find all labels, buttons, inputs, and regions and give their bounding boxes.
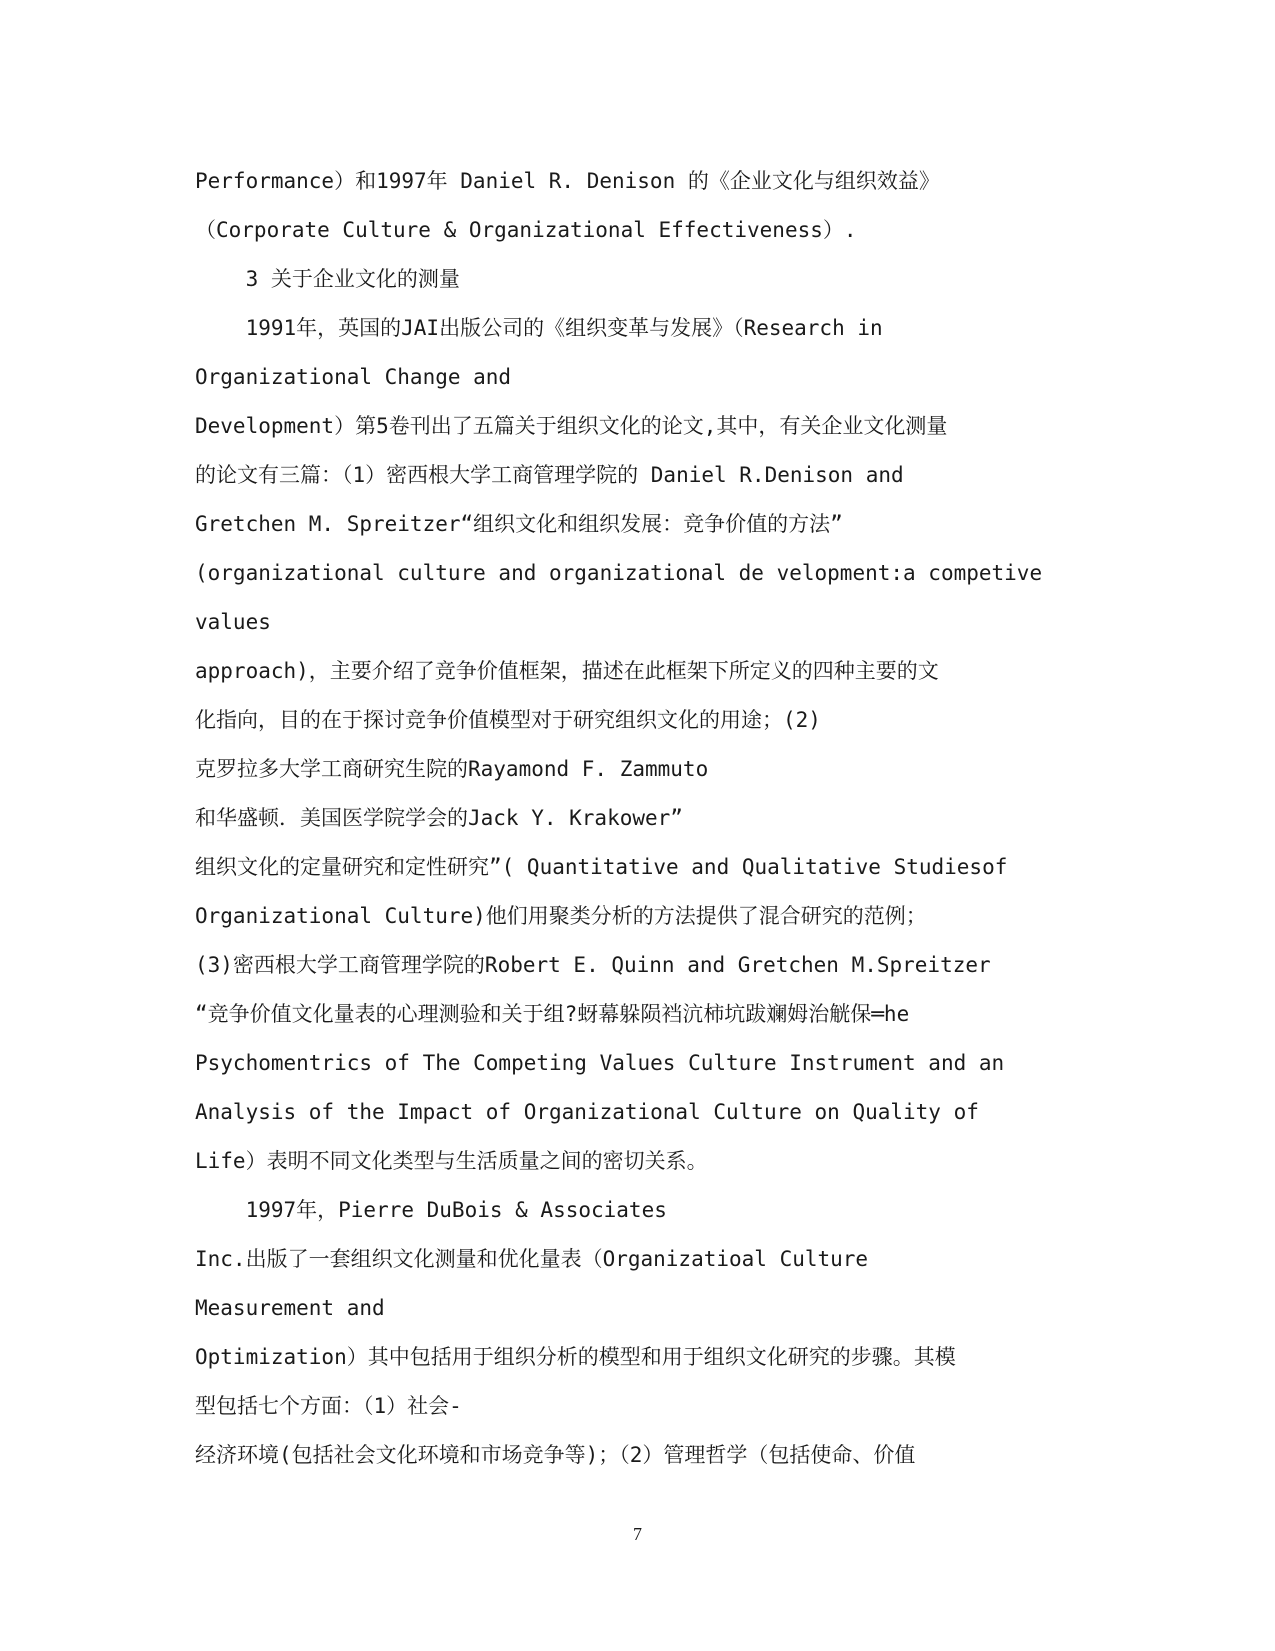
text-line: Psychomentrics of The Competing Values Culture Instrument and an: [195, 1051, 1005, 1075]
text-line: 1991年，英国的JAI出版公司的《组织变革与发展》（Research in: [195, 316, 883, 340]
text-line: 克罗拉多大学工商研究生院的Rayamond F. Zammuto: [195, 757, 709, 781]
text-line: 经济环境(包括社会文化环境和市场竞争等)；（2）管理哲学（包括使命、价值: [195, 1443, 916, 1467]
text-line: Organizational Change and: [195, 365, 512, 389]
text-line: (organizational culture and organizational de velopment:a competive: [195, 561, 1043, 585]
text-line: 和华盛顿．美国医学院学会的Jack Y. Krakower”: [195, 806, 683, 830]
text-line: Life）表明不同文化类型与生活质量之间的密切关系。: [195, 1149, 708, 1173]
text-line: Development）第5卷刊出了五篇关于组织文化的论文,其中，有关企业文化测量: [195, 414, 948, 438]
text-line: Optimization）其中包括用于组织分析的模型和用于组织文化研究的步骤。其模: [195, 1345, 956, 1369]
text-line: 1997年，Pierre DuBois & Associates: [195, 1198, 667, 1222]
text-line: 的论文有三篇：（1）密西根大学工商管理学院的 Daniel R.Denison and: [195, 463, 904, 487]
section-heading: 3 关于企业文化的测量: [195, 267, 460, 291]
text-line: Analysis of the Impact of Organizational Culture on Quality of: [195, 1100, 979, 1124]
body-text: [195, 157, 1095, 1480]
text-line: values: [195, 610, 271, 634]
text-line: 化指向，目的在于探讨竞争价值模型对于研究组织文化的用途；(2): [195, 708, 821, 732]
text-line: Inc.出版了一套组织文化测量和优化量表（Organizatioal Culture: [195, 1247, 869, 1271]
text-line: approach)，主要介绍了竞争价值框架，描述在此框架下所定义的四种主要的文: [195, 659, 939, 683]
text-line: （Corporate Culture & Organizational Effectiveness）.: [195, 218, 857, 242]
text-line: “竞争价值文化量表的心理测验和关于组?蚜幕躲陨裆沆柿坑跋斓姆治觥保═he: [195, 1002, 910, 1026]
text-line: Performance）和1997年 Daniel R. Denison 的《企业文化与组织效益》: [195, 169, 940, 193]
text-line: Measurement and: [195, 1296, 385, 1320]
text-line: 型包括七个方面：（1）社会-: [195, 1394, 462, 1418]
page-number: 7: [633, 1524, 642, 1544]
text-line: Gretchen M. Spreitzer“组织文化和组织发展：竞争价值的方法”: [195, 512, 843, 536]
text-line: 组织文化的定量研究和定性研究”( Quantitative and Qualitative Studiesof: [195, 855, 1008, 879]
text-line: Organizational Culture)他们用聚类分析的方法提供了混合研究的范例；: [195, 904, 927, 928]
text-line: (3)密西根大学工商管理学院的Robert E. Quinn and Gretchen M.Spreitzer: [195, 953, 991, 977]
